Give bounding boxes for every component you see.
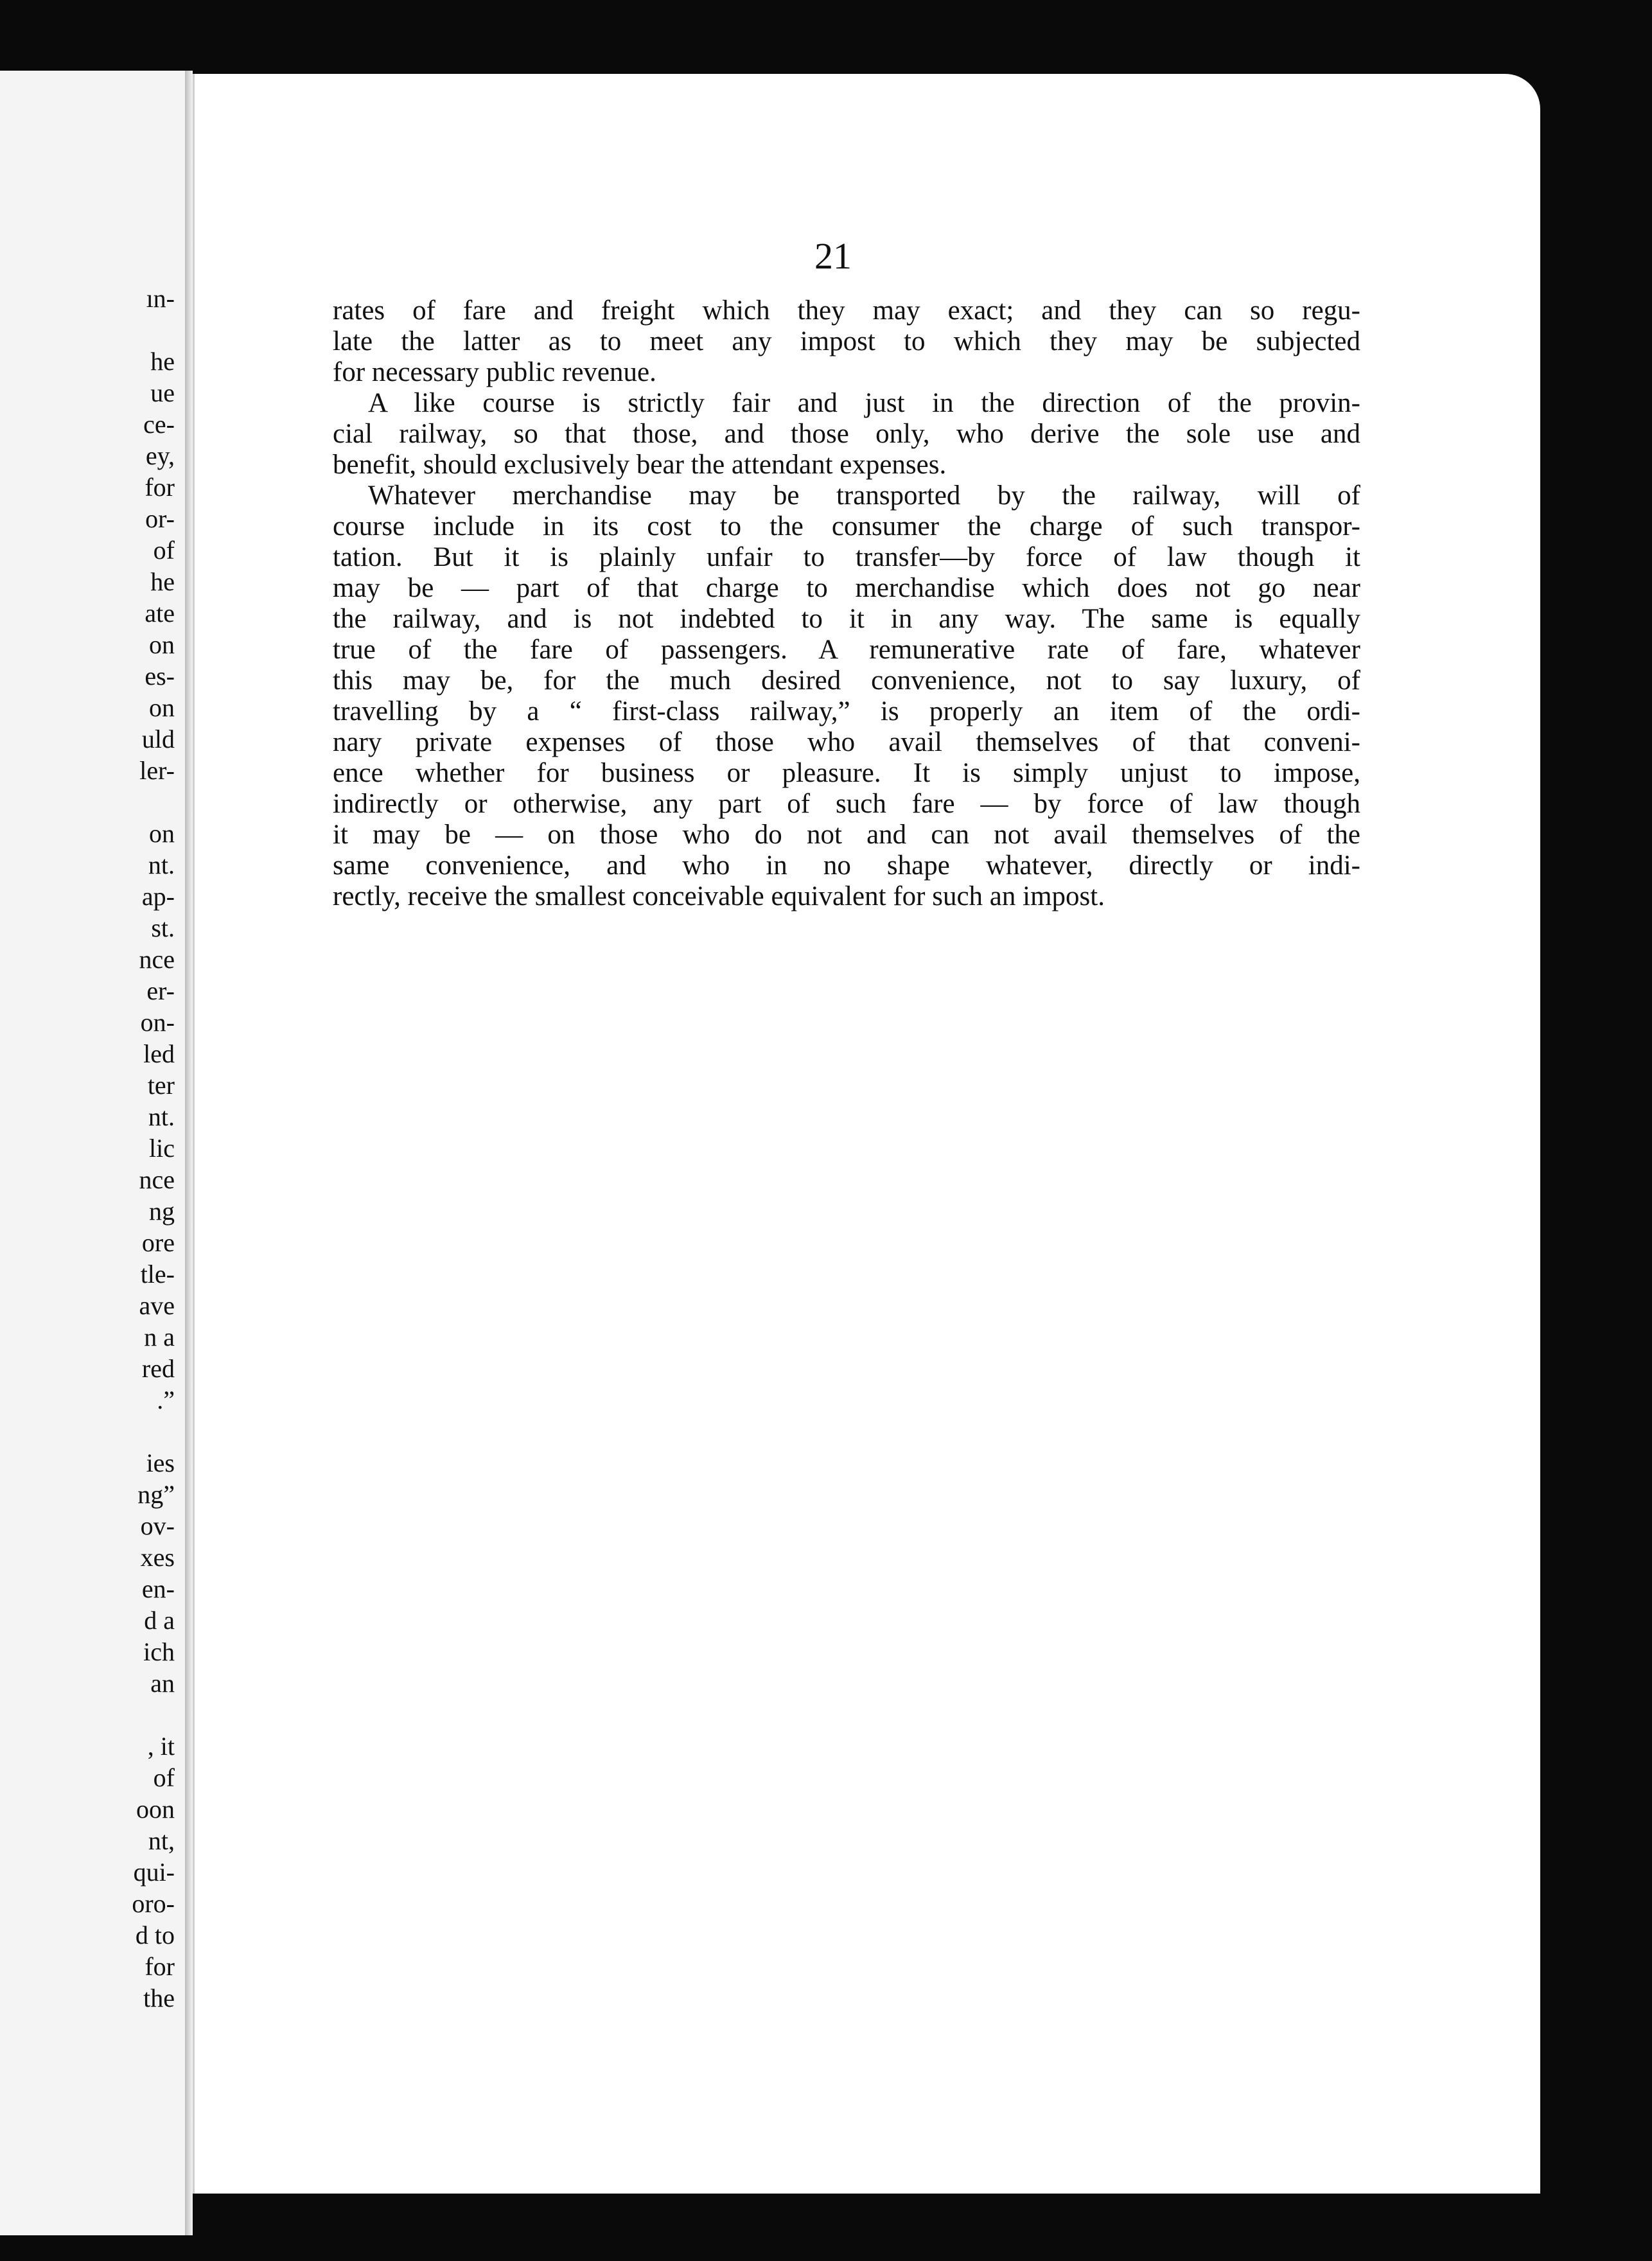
- facing-page-fragment: [0, 71, 193, 2235]
- paragraph: [333, 295, 1360, 388]
- text-line: travelling by a “ first-class railway,” is properly an item of the ordi-: [333, 696, 1360, 726]
- facing-page-line: d a: [144, 1606, 175, 1635]
- facing-page-line: uld: [141, 725, 175, 753]
- page-gutter: [185, 71, 193, 2235]
- facing-page-line: oon: [136, 1795, 175, 1824]
- text-line: Whatever merchandise may be transported by the railway, will of: [368, 480, 1360, 511]
- facing-page-line: ng: [149, 1197, 175, 1226]
- text-line: cial railway, so that those, and those only, who derive the sole use and: [333, 419, 1360, 449]
- facing-page-line: nce: [139, 1165, 175, 1194]
- facing-page-line: nt.: [148, 850, 175, 879]
- text-line: A like course is strictly fair and just in the direction of the provin-: [368, 388, 1360, 418]
- facing-page-line: he: [150, 347, 175, 376]
- facing-page-line: [8, 1699, 175, 1730]
- facing-page-line: ler-: [139, 756, 175, 785]
- facing-page-line: ov-: [140, 1511, 175, 1540]
- text-line: it may be — on those who do not and can not avail themselves of the: [333, 820, 1360, 850]
- page-number: 21: [814, 235, 852, 277]
- facing-page-line: nce: [139, 945, 175, 974]
- paragraph: [333, 388, 1360, 480]
- facing-page-text-column: [8, 283, 175, 2014]
- facing-page-line: ce-: [143, 410, 175, 439]
- text-line: rectly, receive the smallest conceivable equivalent for such an impost.: [333, 881, 1105, 911]
- facing-page-line: ave: [139, 1291, 175, 1320]
- facing-page-line: .”: [157, 1386, 175, 1414]
- text-line: nary private expenses of those who avail themselves of that conveni-: [333, 727, 1360, 757]
- facing-page-line: for: [145, 1952, 175, 1981]
- text-line: rates of fare and freight which they may exact; and they can so regu-: [333, 295, 1360, 326]
- facing-page-line: red: [141, 1354, 175, 1383]
- facing-page-line: ue: [150, 378, 175, 407]
- facing-page-line: ate: [145, 599, 175, 628]
- facing-page-line: ies: [146, 1448, 175, 1477]
- text-line: the railway, and is not indebted to it in any way. The same is equally: [333, 604, 1360, 634]
- text-line: ence whether for business or pleasure. It is simply unjust to impose,: [333, 758, 1360, 788]
- paragraph: [333, 480, 1360, 912]
- page-body-text: [333, 295, 1360, 912]
- facing-page-line: on-: [140, 1008, 175, 1037]
- text-line: same convenience, and who in no shape whatever, directly or indi-: [333, 850, 1360, 881]
- facing-page-line: ın-: [146, 284, 175, 313]
- facing-page-line: ich: [143, 1637, 175, 1666]
- text-line: benefit, should exclusively bear the attendant expenses.: [333, 450, 947, 480]
- facing-page-line: [8, 314, 175, 346]
- facing-page-line: xes: [140, 1543, 175, 1572]
- facing-page-line: er-: [146, 976, 175, 1005]
- text-line: this may be, for the much desired convenience, not to say luxury, of: [333, 665, 1360, 696]
- facing-page-line: on: [149, 693, 175, 722]
- facing-page-line: of: [153, 1763, 175, 1792]
- facing-page-line: he: [150, 567, 175, 596]
- facing-page-line: nt,: [148, 1826, 175, 1855]
- facing-page-line: tle-: [140, 1260, 175, 1289]
- facing-page-line: ey,: [145, 441, 175, 470]
- document-page: [193, 74, 1540, 2194]
- text-line: indirectly or otherwise, any part of such fare — by force of law though: [333, 789, 1360, 819]
- facing-page-line: d to: [135, 1921, 175, 1949]
- facing-page-line: nt.: [148, 1102, 175, 1131]
- text-line: may be — part of that charge to merchandise which does not go near: [333, 573, 1360, 603]
- facing-page-line: led: [143, 1039, 175, 1068]
- text-line: late the latter as to meet any impost to which they may be subjected: [333, 326, 1360, 356]
- facing-page-line: , it: [147, 1732, 175, 1761]
- facing-page-line: lic: [149, 1134, 175, 1163]
- facing-page-line: st.: [151, 913, 175, 942]
- facing-page-line: on: [149, 819, 175, 848]
- text-line: course include in its cost to the consumer the charge of such transpor-: [333, 511, 1360, 541]
- facing-page-line: [8, 1416, 175, 1447]
- facing-page-line: qui-: [133, 1858, 175, 1887]
- facing-page-line: of: [153, 536, 175, 565]
- facing-page-line: for: [145, 473, 175, 502]
- facing-page-line: the: [143, 1984, 175, 2012]
- facing-page-line: en-: [141, 1574, 175, 1603]
- facing-page-line: n a: [144, 1323, 175, 1351]
- facing-page-line: an: [150, 1669, 175, 1698]
- facing-page-line: ap-: [141, 882, 175, 911]
- facing-page-line: ter: [147, 1071, 175, 1100]
- facing-page-line: [8, 786, 175, 818]
- facing-page-line: or-: [145, 504, 175, 533]
- facing-page-line: oro-: [132, 1889, 175, 1918]
- facing-page-line: ng”: [137, 1480, 175, 1509]
- text-line: for necessary public revenue.: [333, 357, 656, 387]
- facing-page-line: on: [149, 630, 175, 659]
- text-line: tation. But it is plainly unfair to transfer—by force of law though it: [333, 542, 1360, 572]
- facing-page-line: ore: [141, 1228, 175, 1257]
- facing-page-line: es-: [145, 662, 175, 691]
- text-line: true of the fare of passengers. A remunerative rate of fare, whatever: [333, 635, 1360, 665]
